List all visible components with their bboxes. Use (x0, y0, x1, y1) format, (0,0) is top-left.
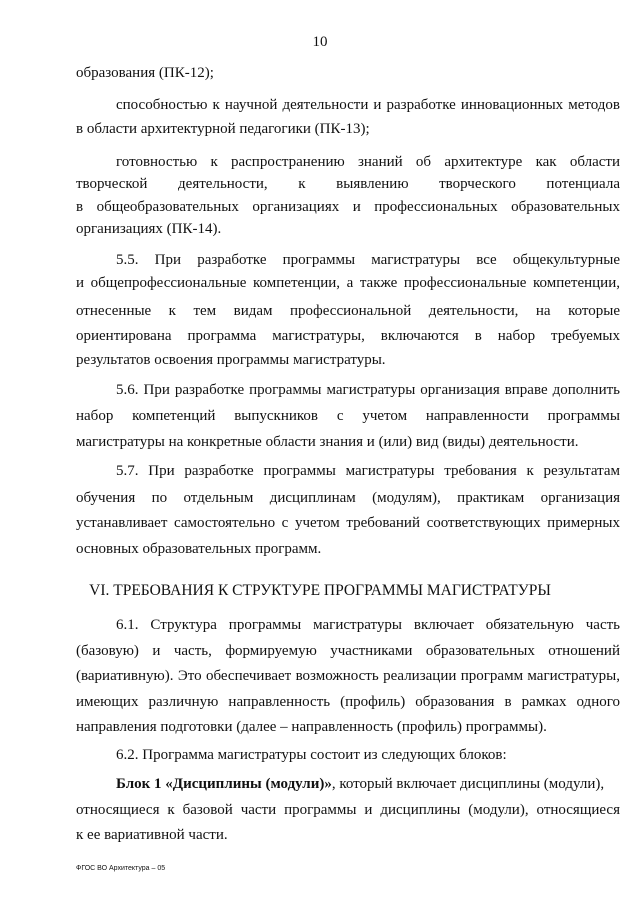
text-line: 6.2. Программа магистратуры состоит из следующих блоков: (116, 747, 507, 763)
text-line: результатов освоения программы магистратуры. (76, 352, 386, 368)
text-line: образования (ПК-12); (76, 65, 214, 81)
block-1-title: Блок 1 «Дисциплины (модули)» (116, 776, 332, 792)
text-line: в общеобразовательных организациях и профессиональных образовательных (76, 199, 620, 215)
text-line: имеющих различную направленность (профиль) образования в рамках одного (76, 694, 620, 710)
text-line: и общепрофессиональные компетенции, а также профессиональные компетенции, (76, 275, 620, 291)
text-line: 5.6. При разработке программы магистратуры организация вправе дополнить (116, 382, 620, 398)
text-line: способностью к научной деятельности и разработке инновационных методов (116, 97, 620, 113)
text-line: отнесенные к тем видам профессиональной деятельности, на которые (76, 303, 620, 319)
text-line: основных образовательных программ. (76, 541, 322, 557)
text-line: устанавливает самостоятельно с учетом требований соответствующих примерных (76, 515, 620, 531)
text-line: (вариативную). Это обеспечивает возможность реализации программ магистратуры, (76, 668, 620, 684)
text-line: (базовую) и часть, формируемую участниками образовательных отношений (76, 643, 620, 659)
text-line: к ее вариативной части. (76, 827, 228, 843)
text-line: набор компетенций выпускников с учетом направленности программы (76, 408, 620, 424)
text-line: относящиеся к базовой части программы и дисциплины (модули), относящиеся (76, 802, 620, 818)
text-line: 6.1. Структура программы магистратуры включает обязательную часть (116, 617, 620, 633)
section-heading: VI. ТРЕБОВАНИЯ К СТРУКТУРЕ ПРОГРАММЫ МАГИСТРАТУРЫ (89, 582, 551, 599)
text-line: творческой деятельности, к выявлению творческого потенциала (76, 176, 620, 192)
page-number: 10 (312, 34, 328, 50)
text-line: организациях (ПК-14). (76, 221, 222, 237)
block-1-description: , который включает дисциплины (модули), (331, 776, 605, 792)
text-line: ориентирована программа магистратуры, включаются в набор требуемых (76, 328, 620, 344)
text-line: готовностью к распространению знаний об архитектуре как области (116, 154, 620, 170)
text-line: 5.7. При разработке программы магистратуры требования к результатам (116, 463, 620, 479)
text-line: магистратуры на конкретные области знания и (или) вид (виды) деятельности. (76, 434, 579, 450)
text-line: обучения по отдельным дисциплинам (модулям), практикам организация (76, 490, 620, 506)
footer-note: ФГОС ВО Архитектура – 05 (76, 865, 166, 872)
text-line (116, 775, 620, 793)
text-line: в области архитектурной педагогики (ПК-13); (76, 121, 370, 137)
text-line: 5.5. При разработке программы магистратуры все общекультурные (116, 252, 620, 268)
text-line: направления подготовки (далее – направленность (профиль) программы). (76, 719, 547, 735)
